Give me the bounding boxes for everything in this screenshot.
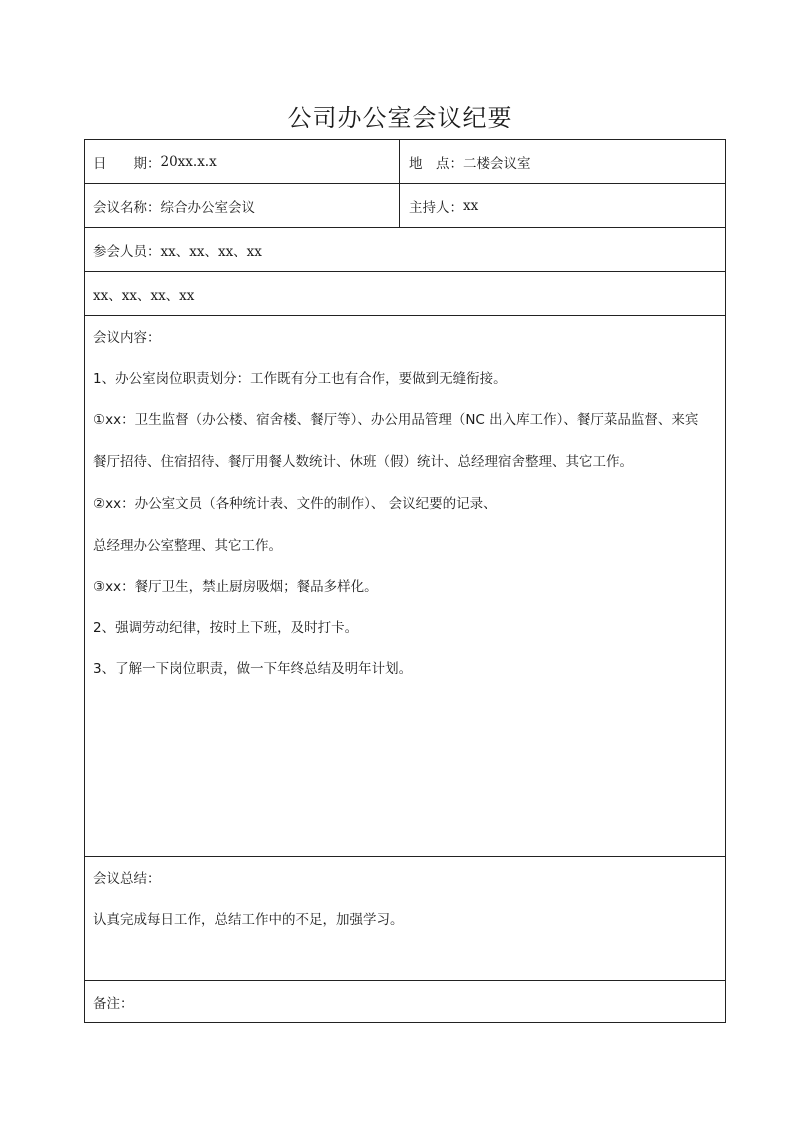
document-title: 公司办公室会议纪要: [287, 104, 513, 132]
content-line: ③xx：餐厅卫生，禁止厨房吸烟；餐品多样化。: [93, 579, 378, 595]
meeting-name-label: 会议名称：: [93, 199, 161, 216]
meeting-name-cell: [85, 184, 400, 227]
host-cell: [400, 184, 725, 227]
location-label: 地 点：: [409, 155, 463, 172]
attendees-value: xx、xx、xx、xx: [160, 243, 262, 260]
location-cell: [400, 140, 725, 183]
attendees-label: 参会人员：: [93, 243, 161, 260]
attendees-row: [85, 228, 725, 272]
content-line: ②xx：办公室文员（各种统计表、文件的制作）、 会议纪要的记录、: [93, 496, 497, 512]
content-line: 1、办公室岗位职责划分：工作既有分工也有合作，要做到无缝衔接。: [93, 371, 507, 387]
date-value: 20xx.x.x: [160, 153, 217, 170]
content-row: [85, 316, 725, 857]
location-value: 二楼会议室: [463, 155, 531, 172]
content-line: 餐厅招待、住宿招待、餐厅用餐人数统计、休班（假）统计、总经理宿舍整理、其它工作。: [93, 454, 633, 470]
summary-row: [85, 857, 725, 981]
content-line: 3、了解一下岗位职责，做一下年终总结及明年计划。: [93, 661, 413, 677]
remarks-row: [85, 981, 725, 1022]
summary-label: 会议总结：: [93, 871, 161, 887]
attendees-value-2: xx、xx、xx、xx: [93, 287, 195, 304]
content-label: 会议内容：: [93, 330, 161, 346]
content-line: 2、强调劳动纪律，按时上下班，及时打卡。: [93, 620, 359, 636]
remarks-label: 备注：: [93, 995, 134, 1012]
content-line: ①xx：卫生监督（办公楼、宿舍楼、餐厅等）、办公用品管理（NC 出入库工作）、餐厅菜品监督、来宾: [93, 412, 699, 428]
meeting-name-value: 综合办公室会议: [160, 199, 255, 216]
attendees-cell: [85, 228, 725, 271]
date-cell: [85, 140, 400, 183]
host-label: 主持人：: [409, 199, 463, 216]
remarks-cell: [85, 981, 725, 1022]
meeting-minutes-form: [84, 139, 726, 1023]
date-location-row: [85, 140, 725, 184]
content-line: 总经理办公室整理、其它工作。: [93, 538, 282, 554]
meeting-name-host-row: [85, 184, 725, 228]
attendees-continued-cell: [85, 272, 725, 315]
attendees-continued-row: [85, 272, 725, 316]
host-value: xx: [463, 197, 479, 214]
summary-text: 认真完成每日工作，总结工作中的不足，加强学习。: [93, 912, 404, 928]
date-label: 日 期：: [93, 155, 161, 172]
